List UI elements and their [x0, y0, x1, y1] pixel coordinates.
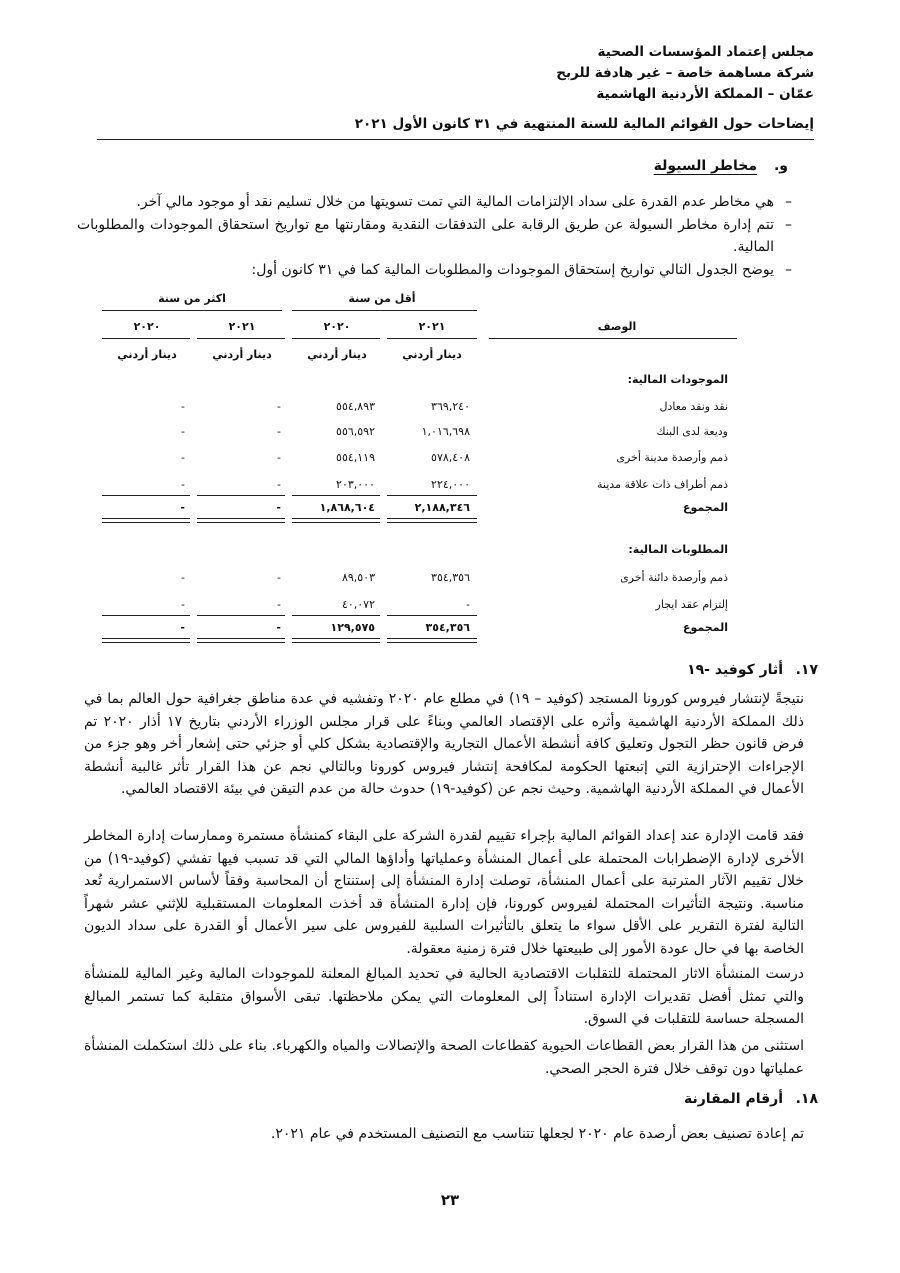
page-subtitle: إيضاحات حول القوائم المالية للسنة المنتهية في ٣١ كانون الأول ٢٠٢١ [354, 116, 814, 132]
cell-value: - [276, 621, 281, 634]
row-label: ذمم وأرصدة دائنة أخرى [620, 571, 728, 584]
row-label: المجموع [683, 501, 728, 514]
header-divider [97, 139, 814, 140]
total-double-line [387, 638, 477, 643]
paragraph: تم إعادة تصنيف بعض أرصدة عام ٢٠٢٠ لجعلها تتناسب مع التصنيف المستخدم في عام ٢٠٢١. [270, 1126, 804, 1142]
unit-label: دينار أردني [117, 348, 177, 361]
section-title-comparison: أرقام المقارنة [684, 1091, 783, 1107]
cell-value: - [276, 501, 281, 514]
group-header-less-than-year: أقل من سنة [348, 292, 416, 305]
header-company-type: شركة مساهمة خاصة – غير هادفة للربح [556, 65, 814, 81]
list-item: – هي مخاطر عدم القدرة على سداد الإلتزامات المالية التي تمت تسويتها من خلال تسليم نقد أو موجود مالي آخر. [77, 191, 792, 214]
cell-value: - [181, 425, 185, 438]
cell-value: - [180, 501, 185, 514]
paragraph: درست المنشأة الاثار المحتملة للتقلبات الاقتصادية الحالية في تحديد المبالغ المعلنة للموجودات المالية وغير المالية للمنشأة والتي تمثل أفضل تقديرات الإدارة استناداً إلى المعلومات التي يمكن ملاحظتها. تبقى الأسواق متقلبة كما تستمر المبالغ المسجلة حساسة للتقلبات في السوق. [84, 966, 804, 1027]
cell-value: - [277, 478, 281, 491]
year-header: ٢٠٢١ [228, 320, 256, 333]
subtotal-line [387, 615, 477, 616]
row-label: نقد ونقد معادل [659, 400, 728, 413]
cell-value: ٢٢٤,٠٠٠ [431, 478, 470, 491]
total-double-line [102, 638, 190, 643]
row-label: وديعة لدى البنك [656, 425, 728, 438]
cell-value: - [277, 598, 281, 611]
total-double-line [102, 518, 190, 523]
cell-value: ٥٧٨,٤٠٨ [431, 451, 470, 464]
cell-value: - [180, 621, 185, 634]
cell-value: - [181, 451, 185, 464]
liquidity-bullets [77, 191, 792, 281]
group-underline [292, 310, 477, 311]
cell-value: - [181, 478, 185, 491]
cell-value: - [181, 598, 185, 611]
paragraph: نتيجةً لإنتشار فيروس كورونا المستجد (كوفيد – ١٩) في مطلع عام ٢٠٢٠ وتفشيه في عدة مناطق جغرافية حول العالم بما في ذلك المملكة الأردنية الهاشمية وأثره على الإقتصاد العالمي وبناءً على قرار مجلس الوزراء الأردني بتاريخ ١٧ أذار ٢٠٢٠ تم فرض قانون حظر التجول وتعليق كافة أنشطة الأعمال التجارية والإقتصادية بشكل كلي أو جزئي حتى إشعار أخر وهو جزء من الإجراءات الإحترازية التي إتبعتها الحكومة لمكافحة إنتشار فيروس كورونا وبالتالي نجم عن هذا القرار تأثر غالبية أنشطة الأعمال في المملكة الأردنية الهاشمية. وحيث نجم عن (كوفيد-١٩) حدوث حالة من عدم التيقن في بيئة الاقتصاد العالمي. [84, 691, 804, 797]
row-label: المجموع [683, 621, 728, 634]
cell-value: ١,٨٦٨,٦٠٤ [319, 501, 375, 514]
cell-value: - [277, 400, 281, 413]
total-double-line [197, 638, 285, 643]
cell-value: ١,٠١٦,٦٩٨ [421, 425, 470, 438]
subtotal-line [102, 615, 190, 616]
total-double-line [387, 518, 477, 523]
paragraph: فقد قامت الإدارة عند إعداد القوائم المالية بإجراء تقييم لقدرة الشركة على البقاء كمنشأة مستمرة وممارسات إدارة المخاطر الأخرى لإدارة الإضطرابات المحتملة على أعمال المنشأة وعملياتها وأداؤها المالي التي قد تسبب فيها تفشي (كوفيد-١٩) من خلال تقييم الآثار المترتبة على أعمال المنشأة، توصلت إدارة المنشأة إلى إستنتاج أن المحاسبة وفقاً لأساس الاستمرارية تُعد مناسبة. ونتيجة التأثيرات المحتملة لفيروس كورونا، فإن إدارة المنشأة قد أخذت المعلومات المستقبلية للإثني عشر شهراً التالية لفترة التقرير على الأقل سواء ما يتعلق بالتأثيرات السلبية للفيروس على سير الأعمال أو القدرة على سداد الديون الخاصة بها في حال عودة الأمور إلى طبيعتها خلال فترة زمنية معقولة. [84, 828, 804, 957]
cell-value: ٥٥٤,١١٩ [336, 451, 375, 464]
column-header-description: الوصف [597, 320, 637, 333]
unit-label: دينار أردني [307, 348, 367, 361]
subtotal-line [292, 615, 380, 616]
liabilities-heading: المطلوبات المالية: [628, 543, 728, 556]
section-title-liquidity: مخاطر السيولة [653, 158, 757, 174]
cell-value: ١٢٩,٥٧٥ [330, 621, 375, 634]
subtotal-line [102, 495, 190, 496]
total-double-line [197, 518, 285, 523]
subtotal-line [197, 615, 285, 616]
cell-value: ٥٥٦,٥٩٢ [336, 425, 375, 438]
cell-value: ٤٠,٠٧٢ [341, 598, 375, 611]
year-header: ٢٠٢٠ [323, 320, 351, 333]
subtotal-line [292, 495, 380, 496]
cell-value: ٣٦٩,٢٤٠ [431, 400, 470, 413]
cell-value: - [181, 400, 185, 413]
header-underline [292, 338, 380, 339]
cell-value: ٢,١٨٨,٣٤٦ [414, 501, 470, 514]
cell-value: - [277, 425, 281, 438]
cell-value: ٣٥٤,٣٥٦ [431, 571, 470, 584]
unit-label: دينار أردني [212, 348, 272, 361]
header-org-name: مجلس إعتماد المؤسسات الصحية [597, 44, 814, 60]
header-underline [387, 338, 477, 339]
total-double-line [292, 518, 380, 523]
page-number: ٢٣ [440, 1191, 460, 1209]
section-marker: و. [773, 158, 788, 174]
cell-value: - [277, 571, 281, 584]
section-number: ١٨. [795, 1091, 818, 1107]
list-item: – يوضح الجدول التالي تواريخ إستحقاق الموجودات والمطلوبات المالية كما في ٣١ كانون أول: [77, 259, 792, 282]
document-header [556, 42, 814, 105]
group-underline [102, 310, 282, 311]
header-underline [489, 338, 737, 339]
paragraph: استثنى من هذا القرار بعض القطاعات الحيوية كقطاعات الصحة والإتصالات والمياه والكهرباء. بناء على ذلك استكملت المنشأة عملياتها دون توقف خلال فترة الحجر الصحي. [84, 1038, 804, 1077]
cell-value: ٣٥٤,٣٥٦ [425, 621, 470, 634]
assets-heading: الموجودات المالية: [627, 373, 728, 386]
subtotal-line [387, 495, 477, 496]
list-item: – تتم إدارة مخاطر السيولة عن طريق الرقابة على التدفقات النقدية ومقارنتها مع تواريخ استحقاق الموجودات والمطلوبات المالية. [77, 214, 792, 259]
year-header: ٢٠٢١ [418, 320, 446, 333]
total-double-line [292, 638, 380, 643]
year-header: ٢٠٢٠ [133, 320, 161, 333]
unit-label: دينار أردني [402, 348, 462, 361]
section-number: ١٧. [795, 662, 818, 678]
header-underline [197, 338, 285, 339]
cell-value: ٨٩,٥٠٣ [341, 571, 375, 584]
row-label: ذمم وأرصدة مدينة أخرى [616, 451, 728, 464]
cell-value: - [277, 451, 281, 464]
row-label: ذمم أطراف ذات علاقة مدينة [597, 478, 728, 491]
header-underline [102, 338, 190, 339]
subtotal-line [197, 495, 285, 496]
section-title-covid: أثار كوفيد -١٩ [687, 662, 783, 678]
row-label: إلتزام عقد ايجار [655, 598, 728, 611]
header-location: عمّان – المملكة الأردنية الهاشمية [596, 86, 814, 102]
maturity-table [97, 287, 737, 647]
cell-value: ٢٠٣,٠٠٠ [336, 478, 375, 491]
cell-value: - [181, 571, 185, 584]
group-header-more-than-year: اكثر من سنة [158, 292, 226, 305]
cell-value: ٥٥٤,٨٩٣ [336, 400, 375, 413]
cell-value: - [466, 598, 470, 611]
